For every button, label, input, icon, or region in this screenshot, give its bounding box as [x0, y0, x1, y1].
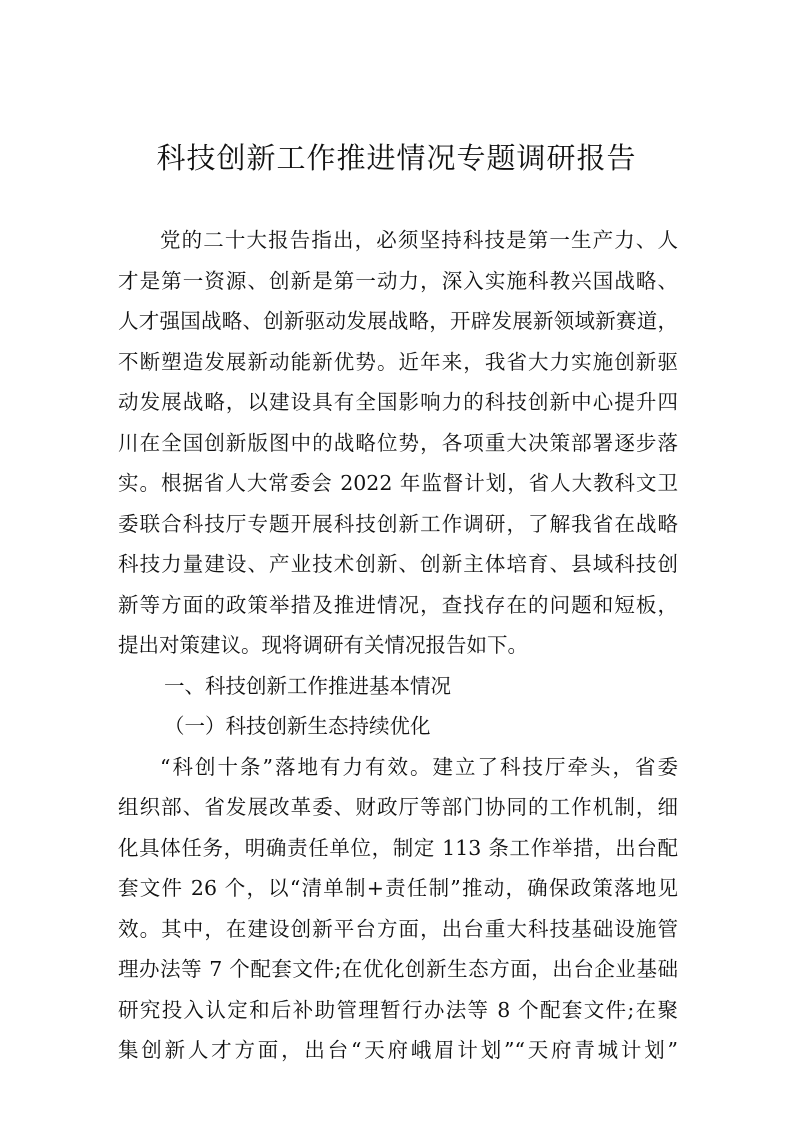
paragraph-line: 理办法等 7 个配套文件;在优化创新生态方面，出台企业基础	[118, 957, 678, 981]
paragraph-line: 化具体任务，明确责任单位，制定 113 条工作举措，出台配	[118, 835, 678, 860]
paragraph-line: 组织部、省发展改革委、财政厅等部门协同的工作机制，细	[118, 795, 678, 819]
paragraph-line: 套文件 26 个，以“清单制+责任制”推动，确保政策落地见	[118, 876, 678, 900]
intro-line: 新等方面的政策举措及推进情况，查找存在的问题和短板，	[118, 592, 678, 617]
intro-line: 川在全国创新版图中的战略位势，各项重大决策部署逐步落	[118, 430, 678, 455]
intro-line: 不断塑造发展新动能新优势。近年来，我省大力实施创新驱	[118, 349, 678, 374]
intro-line: 提出对策建议。现将调研有关情况报告如下。	[118, 633, 528, 657]
intro-line: 委联合科技厅专题开展科技创新工作调研，了解我省在战略	[118, 511, 678, 536]
paragraph-line: “科创十条”落地有力有效。建立了科技厅牵头，省委	[160, 754, 678, 779]
intro-line: 实。根据省人大常委会 2022 年监督计划，省人大教科文卫	[118, 471, 678, 495]
subsection-heading: （一）科技创新生态持续优化	[164, 714, 431, 738]
intro-line: 人才强国战略、创新驱动发展战略，开辟发展新领域新赛道，	[118, 309, 678, 333]
section-heading: 一、科技创新工作推进基本情况	[164, 673, 451, 698]
paragraph-line: 效。其中，在建设创新平台方面，出台重大科技基础设施管	[118, 916, 678, 941]
document-title: 科技创新工作推进情况专题调研报告	[156, 141, 637, 175]
paragraph-line: 研究投入认定和后补助管理暂行办法等 8 个配套文件;在聚	[118, 997, 678, 1022]
intro-line: 动发展战略，以建设具有全国影响力的科技创新中心提升四	[118, 390, 678, 414]
intro-line: 党的二十大报告指出，必须坚持科技是第一生产力、人	[160, 228, 678, 252]
paragraph-line: 集创新人才方面，出台“天府峨眉计划”“天府青城计划”	[118, 1038, 678, 1062]
intro-line: 才是第一资源、创新是第一动力，深入实施科教兴国战略、	[118, 268, 678, 293]
document-body	[118, 220, 678, 1071]
intro-line: 科技力量建设、产业技术创新、创新主体培育、县域科技创	[118, 552, 678, 576]
